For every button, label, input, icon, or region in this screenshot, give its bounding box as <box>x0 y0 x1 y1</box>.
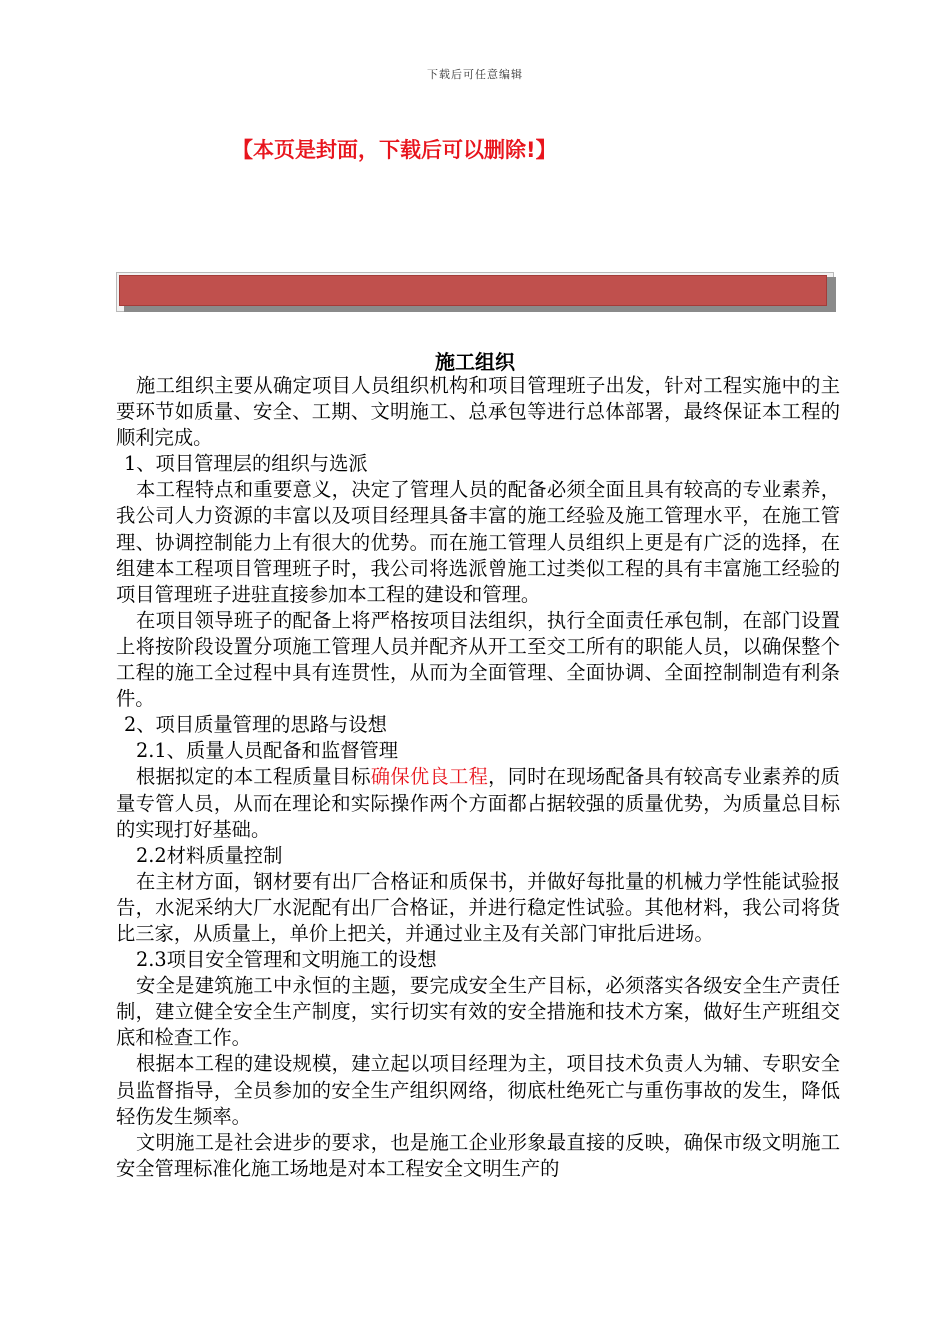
document-body <box>116 373 840 1182</box>
text-run: 根据拟定的本工程质量目标 <box>136 765 371 789</box>
paragraph: 在项目领导班子的配备上将严格按项目法组织，执行全面责任承包制，在部门设置上将按阶段设置分项施工管理人员并配齐从开工至交工所有的职能人员，以确保整个工程的施工全过程中具有连贯性，从而为全面管理、全面协调、全面控制制造有利条件。 <box>116 608 840 711</box>
banner-bar <box>119 275 827 306</box>
subsection-heading: 2.1、质量人员配备和监督管理 <box>136 739 399 763</box>
paragraph <box>116 764 840 842</box>
header-note: 下载后可任意编辑 <box>427 68 523 81</box>
paragraph: 本工程特点和重要意义，决定了管理人员的配备必须全面且具有较高的专业素养，我公司人力资源的丰富以及项目经理具备丰富的施工经验及施工管理水平，在施工管理、协调控制能力上有很大的优势。而在施工管理人员组织上更是有广泛的选择，在组建本工程项目管理班子时，我公司将选派曾施工过类似工程的具有丰富施工经验的项目管理班子进驻直接参加本工程的建设和管理。 <box>116 478 840 606</box>
highlighted-text: 确保优良工程 <box>370 765 489 789</box>
paragraph: 在主材方面，钢材要有出厂合格证和质保书，并做好每批量的机械力学性能试验报告，水泥采纳大厂水泥配有出厂合格证，并进行稳定性试验。其他材料，我公司将货比三家，从质量上，单价上把关，并通过业主及有关部门审批后进场。 <box>116 869 840 945</box>
section-heading: 1、项目管理层的组织与选派 <box>124 452 368 476</box>
subsection-heading: 2.3项目安全管理和文明施工的设想 <box>136 948 437 972</box>
intro-paragraph: 施工组织主要从确定项目人员组织机构和项目管理班子出发，针对工程实施中的主要环节如质量、安全、工期、文明施工、总承包等进行总体部署，最终保证本工程的顺利完成。 <box>116 374 840 450</box>
document-title: 施工组织 <box>435 350 515 374</box>
paragraph: 文明施工是社会进步的要求，也是施工企业形象最直接的反映，确保市级文明施工安全管理标准化施工场地是对本工程安全文明生产的 <box>116 1130 840 1180</box>
section-heading: 2、项目质量管理的思路与设想 <box>124 713 387 737</box>
paragraph: 根据本工程的建设规模，建立起以项目经理为主，项目技术负责人为辅、专职安全员监督指导，全员参加的安全生产组织网络，彻底杜绝死亡与重伤事故的发生，降低轻伤发生频率。 <box>116 1052 840 1128</box>
text-run: ，同时在现场配备具有较高专业素养的质量专管人员，从而在理论和实际操作两个方面都占据较强的质量优势，为质量总目标的实现打好基础。 <box>116 765 841 841</box>
subsection-heading: 2.2材料质量控制 <box>136 843 283 867</box>
paragraph: 安全是建筑施工中永恒的主题，要完成安全生产目标，必须落实各级安全生产责任制，建立健全安全生产制度，实行切实有效的安全措施和技术方案，做好生产班组交底和检查工作。 <box>116 974 840 1050</box>
cover-notice: 【本页是封面，下载后可以删除!】 <box>232 138 557 162</box>
